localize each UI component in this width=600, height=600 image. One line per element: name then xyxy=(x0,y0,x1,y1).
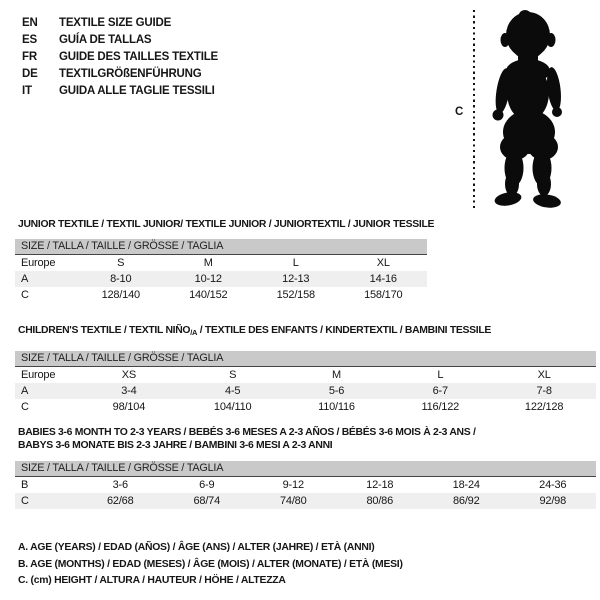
language-title: TEXTILE SIZE GUIDE xyxy=(59,17,172,29)
size-cell: 158/170 xyxy=(364,289,403,301)
section-title-text: BABYS 3-6 MONATE BIS 2-3 JAHRE / BAMBINI 3-6 MESI A 2-3 ANNI xyxy=(18,440,333,451)
language-code: FR xyxy=(22,51,37,63)
language-title: GUIDE DES TAILLES TEXTILE xyxy=(59,51,218,63)
size-cell: 3-4 xyxy=(121,385,137,397)
footnotes xyxy=(18,540,403,590)
size-cell: 80/86 xyxy=(366,495,394,507)
section-title-line xyxy=(18,218,435,231)
section-junior-textile xyxy=(15,218,435,303)
size-cell: 4-5 xyxy=(225,385,241,397)
section-babies-textile xyxy=(15,426,596,509)
language-code: IT xyxy=(22,85,32,97)
table-row xyxy=(15,287,427,303)
table-row xyxy=(15,493,596,509)
size-table xyxy=(15,477,596,509)
size-cell: XL xyxy=(376,257,390,269)
row-label: B xyxy=(21,479,29,491)
table-row xyxy=(15,399,596,415)
size-cell: S xyxy=(229,369,237,381)
size-cell: 140/152 xyxy=(189,289,228,301)
language-row xyxy=(22,49,218,66)
size-cell: 7-8 xyxy=(536,385,552,397)
size-cell: 92/98 xyxy=(539,495,567,507)
size-cell: M xyxy=(203,257,213,269)
size-header-bar: SIZE / TALLA / TAILLE / GRÖSSE / TAGLIA xyxy=(15,351,596,367)
size-cell: M xyxy=(332,369,341,381)
footnote-line: C. (cm) HEIGHT / ALTURA / HAUTEUR / HÖHE / ALTEZZA xyxy=(18,575,286,586)
row-label: C xyxy=(21,401,29,413)
table-row xyxy=(15,271,427,287)
language-code: DE xyxy=(22,68,38,80)
footnote-line: A. AGE (YEARS) / EDAD (AÑOS) / ÂGE (ANS) / ALTER (JAHRE) / ETÀ (ANNI) xyxy=(18,542,375,553)
table-row xyxy=(15,477,596,493)
language-row xyxy=(22,66,218,83)
size-cell: 6-9 xyxy=(199,479,215,491)
section-title-line xyxy=(18,324,596,339)
size-table-wrap xyxy=(15,239,427,303)
row-label: A xyxy=(21,273,29,285)
size-cell: 98/104 xyxy=(112,401,146,413)
size-cell: 18-24 xyxy=(452,479,480,491)
height-label-c: C xyxy=(455,106,464,118)
size-cell: L xyxy=(292,257,299,269)
section-title xyxy=(18,218,435,231)
size-cell: 3-6 xyxy=(112,479,128,491)
language-row xyxy=(22,15,218,32)
size-cell: 14-16 xyxy=(369,273,397,285)
section-title-text: BABIES 3-6 MONTH TO 2-3 YEARS / BEBÉS 3-6 MESES A 2-3 AÑOS / BÉBÉS 3-6 MOIS À 2-3 ANS / xyxy=(18,427,476,438)
size-cell: 24-36 xyxy=(539,479,567,491)
section-title-text: JUNIOR TEXTILE / TEXTIL JUNIOR/ TEXTILE JUNIOR / JUNIORTEXTIL / JUNIOR TESSILE xyxy=(18,219,435,230)
size-cell: 8-10 xyxy=(110,273,132,285)
size-cell: XL xyxy=(537,369,551,381)
size-cell: 62/68 xyxy=(106,495,134,507)
section-title-subscript: /A xyxy=(190,328,198,337)
size-header-bar: SIZE / TALLA / TAILLE / GRÖSSE / TAGLIA xyxy=(15,461,596,477)
language-code: EN xyxy=(22,17,38,29)
height-measure-dotted-line xyxy=(473,10,475,208)
size-table-wrap xyxy=(15,351,596,415)
size-cell: 86/92 xyxy=(452,495,480,507)
size-cell: 10-12 xyxy=(194,273,222,285)
section-title-line xyxy=(18,439,596,452)
section-title-line xyxy=(18,426,596,439)
size-cell: 68/74 xyxy=(193,495,221,507)
size-cell: XS xyxy=(121,369,137,381)
language-title: GUÍA DE TALLAS xyxy=(59,34,152,46)
section-title-text: / TEXTILE DES ENFANTS / KINDERTEXTIL / BAMBINI TESSILE xyxy=(197,325,492,336)
language-code: ES xyxy=(22,34,37,46)
section-children-textile xyxy=(15,324,596,415)
size-cell: 122/128 xyxy=(524,401,564,413)
size-cell: 116/122 xyxy=(421,401,460,413)
size-cell: 152/158 xyxy=(276,289,315,301)
baby-silhouette-image xyxy=(480,8,576,210)
row-label: Europe xyxy=(21,257,56,269)
size-cell: 104/110 xyxy=(213,401,252,413)
size-cell: L xyxy=(437,369,444,381)
section-title xyxy=(18,324,596,339)
size-table xyxy=(15,255,427,303)
footnote-line: B. AGE (MONTHS) / EDAD (MESES) / ÂGE (MOIS) / ALTER (MONATE) / ETÀ (MESI) xyxy=(18,558,403,570)
row-label: C xyxy=(21,289,29,301)
size-cell: 12-13 xyxy=(282,273,310,285)
table-row xyxy=(15,367,596,383)
section-title-text: CHILDREN'S TEXTILE / TEXTIL NIÑO xyxy=(18,325,191,336)
size-cell: 5-6 xyxy=(328,385,345,397)
table-row xyxy=(15,255,427,271)
section-title xyxy=(18,426,596,452)
row-label: A xyxy=(21,385,29,397)
size-cell: 6-7 xyxy=(432,385,448,397)
table-row xyxy=(15,383,596,399)
row-label: Europe xyxy=(21,369,56,381)
size-cell: 74/80 xyxy=(279,495,307,507)
size-table-wrap xyxy=(15,461,596,509)
language-title: TEXTILGRÖßENFÜHRUNG xyxy=(59,68,202,80)
size-cell: 128/140 xyxy=(101,289,140,301)
size-cell: 12-18 xyxy=(366,479,394,491)
size-cell: 9-12 xyxy=(282,479,304,491)
language-row xyxy=(22,83,218,100)
row-label: C xyxy=(21,495,29,507)
language-title: GUIDA ALLE TAGLIE TESSILI xyxy=(59,85,215,97)
size-header-bar: SIZE / TALLA / TAILLE / GRÖSSE / TAGLIA xyxy=(15,239,427,255)
language-guide-header xyxy=(22,15,218,100)
size-cell: 110/116 xyxy=(318,401,355,413)
language-row xyxy=(22,32,218,49)
size-table xyxy=(15,367,596,415)
size-cell: S xyxy=(117,257,125,269)
